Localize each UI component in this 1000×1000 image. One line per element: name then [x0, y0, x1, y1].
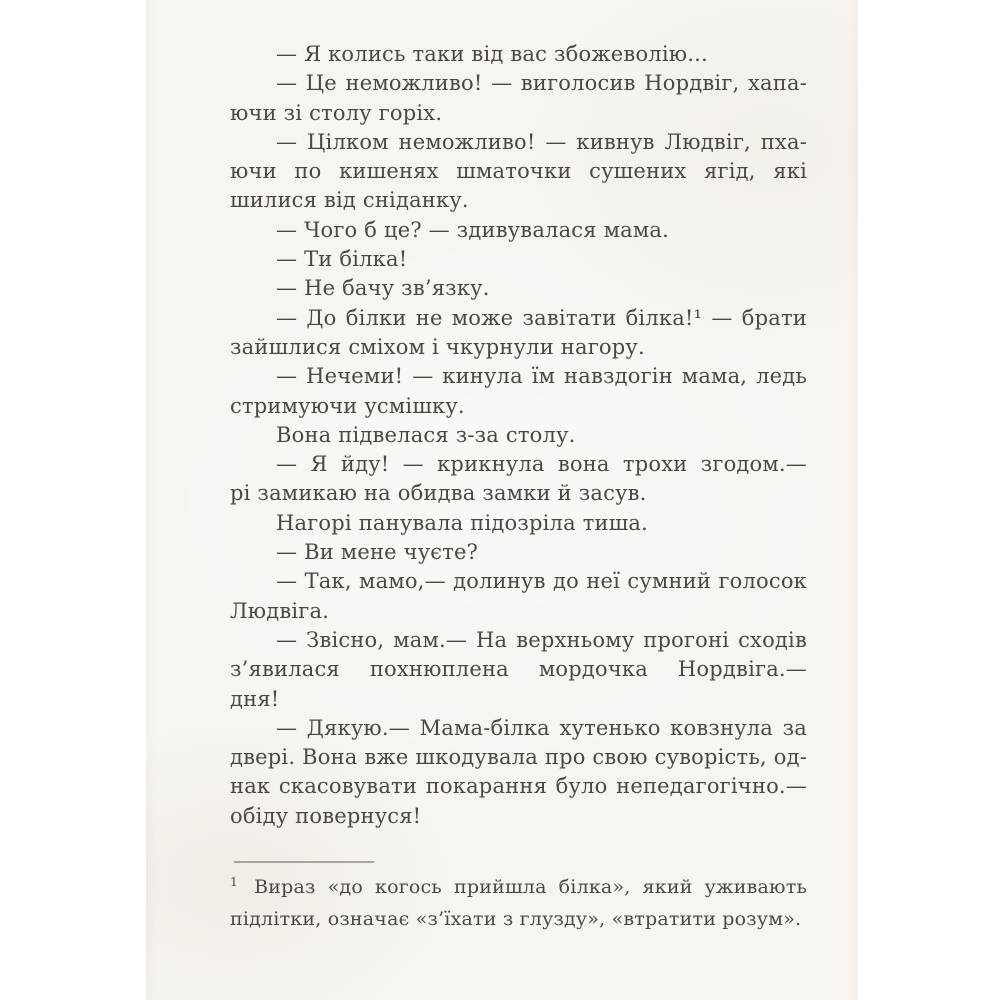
text-line: — Нечеми! — кинула їм навздогін мама, ледь [276, 364, 807, 389]
footnote-divider [234, 861, 374, 863]
paragraph [230, 274, 807, 303]
text-line: двері. Вона вже шкодувала про свою суворість, од- [230, 745, 807, 770]
text-line: — Цілком неможливо! — кивнув Людвіг, пха- [276, 129, 807, 154]
text-line: Людвіга. [230, 598, 330, 623]
paragraph [230, 245, 807, 274]
text-line: — Я колись таки від вас збожеволію... [276, 42, 708, 66]
book-page [146, 0, 858, 1000]
footnote-line [230, 872, 807, 904]
text-line: ючи по кишенях шматочки сушених ягід, які [230, 159, 807, 184]
text-line: шилися від сніданку. [230, 188, 469, 213]
paragraph [230, 421, 807, 450]
text-line: — Дякую.— Мама-білка хутенько ковзнула за [276, 715, 807, 740]
paragraph [230, 714, 807, 831]
text-line: — Звісно, мам.— На верхньому прогоні сходів [276, 627, 807, 652]
paragraph [230, 538, 807, 567]
text-line: — Не бачу зв’язку. [276, 276, 490, 301]
paragraph [230, 304, 807, 363]
paragraph [230, 509, 807, 538]
text-line: ючи зі столу горіх. [230, 100, 443, 125]
text-line: — Чого б це? — здивувалася мама. [276, 217, 669, 242]
paragraph [230, 567, 807, 626]
footnote-marker: 1 [230, 874, 239, 889]
paragraph [230, 69, 807, 128]
text-line: рі замикаю на обидва замки й засув. [230, 481, 647, 506]
paragraph [230, 362, 807, 421]
text-line: — Так, мамо,— долинув до неї сумний голосок [276, 569, 807, 594]
paragraph [230, 216, 807, 245]
text-line: Вона підвелася з-за столу. [276, 422, 576, 447]
text-line: — Я йду! — крикнула вона трохи згодом.— [276, 452, 807, 477]
page-text [230, 40, 807, 831]
paragraph [230, 626, 807, 714]
text-line: з’явилася похнюплена мордочка Нордвіга.— [230, 657, 807, 682]
paragraph [230, 128, 807, 216]
footnote [230, 872, 807, 935]
text-line: — До білки не може завітати білка!¹ — брати [276, 305, 807, 330]
paragraph [230, 450, 807, 509]
paragraph [230, 40, 807, 69]
text-line: нак скасовувати покарання було непедагогічно.— [230, 774, 807, 799]
text-line: — Ти білка! [276, 247, 408, 272]
footnote-line: підлітки, означає «з’їхати з глузду», «втратити розум». [230, 907, 802, 930]
text-line: — Це неможливо! — виголосив Нордвіг, хапа- [276, 71, 807, 96]
footnote-text: Вираз «до когось прийшла білка», який уживають [254, 876, 807, 898]
text-line: стримуючи усмішку. [230, 393, 465, 418]
text-line: обіду повернуся! [230, 803, 422, 828]
text-line: — Ви мене чуєте? [276, 540, 479, 565]
text-line: зайшлися сміхом і чкурнули нагору. [230, 334, 645, 359]
text-line: Нагорі панувала підозріла тиша. [276, 510, 649, 535]
text-line: дня! [230, 686, 280, 711]
